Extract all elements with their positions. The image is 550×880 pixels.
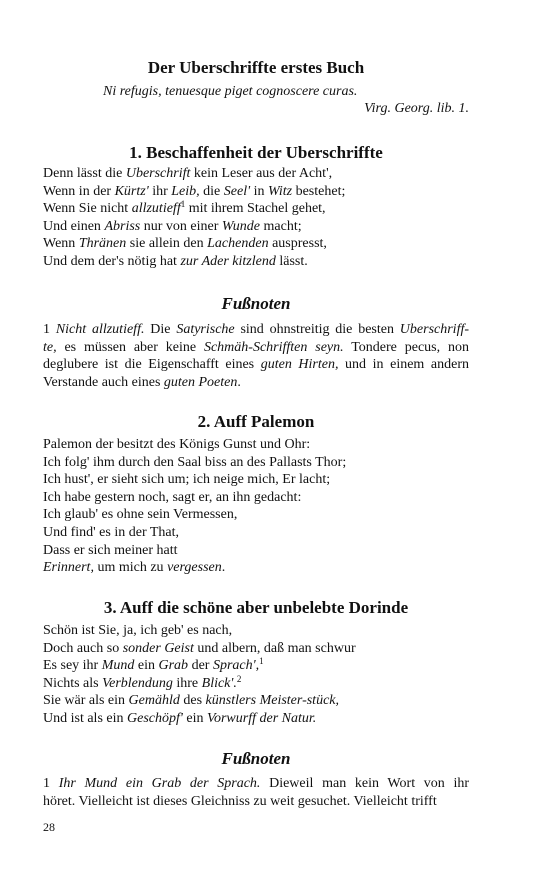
- text-run: vergessen: [167, 560, 222, 576]
- text-line: [43, 793, 469, 811]
- text-line: [43, 506, 469, 524]
- text-run: ein: [134, 658, 159, 674]
- text-line: [43, 489, 469, 507]
- text-run: des: [179, 693, 206, 709]
- poem2-title: 2. Auff Palemon: [197, 412, 315, 431]
- book-title: Der Uberschriffte erstes Buch: [147, 58, 365, 77]
- text-run: sonder Geist: [122, 640, 194, 656]
- text-line: [43, 436, 469, 454]
- text-line: [43, 218, 469, 236]
- text-line: [43, 710, 469, 728]
- text-line: [43, 374, 469, 392]
- text-line: [43, 542, 469, 560]
- text-line: [43, 200, 469, 218]
- text-run: macht;: [260, 218, 302, 234]
- motto-line: Ni refugis, tenuesque piget cognoscere curas.: [103, 84, 358, 99]
- text-line: [43, 339, 469, 357]
- footnotes1-heading: Fußnoten: [221, 294, 291, 313]
- text-run: Witz: [267, 183, 293, 199]
- text-run: und albern, daß man schwur: [193, 640, 356, 656]
- poem3-body: [43, 622, 469, 728]
- text-run: Wenn in der: [43, 183, 115, 199]
- text-run: Ich folg' ihm durch den Saal biss an des Pallasts Thor;: [43, 454, 347, 470]
- text-run: Dieweil man kein Wort von ihr: [260, 776, 470, 791]
- text-run: Nichts als: [43, 675, 103, 691]
- text-run: Palemon der besitzt des Königs Gunst und Ohr:: [43, 437, 311, 452]
- text-run: Denn lässt die: [43, 166, 126, 181]
- text-line: [43, 524, 469, 542]
- page-number: 28: [43, 820, 55, 834]
- text-line: [43, 165, 469, 183]
- text-run: Die: [144, 322, 177, 337]
- text-run: .: [221, 560, 226, 576]
- text-run: die: [199, 183, 224, 199]
- motto-source: Virg. Georg. lib. 1.: [364, 101, 469, 116]
- text-run: sie allein den: [126, 236, 208, 252]
- text-run: Mund: [101, 658, 135, 674]
- footnote-ref: 1: [259, 656, 264, 667]
- footnote-ref: 1: [180, 199, 186, 210]
- text-run: Und find' es in der That,: [43, 524, 180, 540]
- text-run: der: [188, 658, 213, 674]
- text-run: Wunde: [221, 218, 260, 234]
- text-run: höret. Vielleicht ist dieses Gleichniss zu weit gesuchet. Vielleicht trifft: [43, 793, 437, 809]
- text-run: Vorwurff der Natur.: [206, 710, 317, 726]
- text-run: Tondere pecus, non: [343, 339, 469, 355]
- text-run: Und ist als ein: [43, 710, 127, 726]
- text-run: allzutieff: [131, 201, 181, 217]
- text-run: Erinnert,: [43, 560, 94, 576]
- text-run: Leib,: [171, 183, 200, 199]
- poem1-body: [43, 165, 469, 271]
- text-run: Ich glaub' es ohne sein Vermessen,: [43, 507, 238, 523]
- text-run: auspresst,: [268, 236, 327, 252]
- text-run: künstlers Meister-stück,: [205, 693, 339, 709]
- text-line: [43, 321, 469, 339]
- text-run: Verstande auch eines: [43, 374, 164, 390]
- text-line: [43, 692, 469, 710]
- footnotes2-heading: Fußnoten: [221, 749, 291, 768]
- text-run: Schön ist Sie, ja, ich geb' es nach,: [43, 623, 233, 638]
- text-run: mit ihrem Stachel gehet,: [185, 201, 326, 217]
- footnotes2-body: [43, 775, 469, 810]
- text-run: nur von einer: [140, 218, 222, 234]
- text-run: Lachenden: [207, 236, 269, 252]
- text-run: Abriss: [104, 218, 141, 234]
- text-run: guten Hirten,: [260, 357, 339, 373]
- text-run: Kürtz': [114, 183, 149, 199]
- text-run: kein Leser aus der Acht',: [190, 166, 333, 181]
- text-run: Dass er sich meiner hatt: [43, 542, 178, 558]
- text-run: Und dem der's nötig hat: [43, 253, 181, 269]
- text-run: Sie wär als ein: [43, 693, 129, 709]
- text-run: um mich zu: [93, 560, 168, 576]
- text-run: Doch auch so: [43, 640, 123, 656]
- poem1-title: 1. Beschaffenheit der Uberschriffte: [129, 143, 383, 162]
- text-line: [43, 454, 469, 472]
- poem2-body: [43, 436, 469, 577]
- text-line: [43, 235, 469, 253]
- text-run: sind ohnstreitig die besten: [234, 322, 400, 337]
- text-run: Und einen: [43, 218, 105, 234]
- text-run: ihre: [172, 675, 202, 691]
- text-run: lässt.: [275, 253, 308, 269]
- text-run: Blick'.: [201, 675, 237, 691]
- text-run: deglubere ist die Eigenschafft eines: [43, 357, 261, 373]
- text-run: Es sey ihr: [43, 658, 102, 674]
- text-run: Ich habe gestern noch, sagt er, an ihn gedacht:: [43, 489, 302, 505]
- text-run: 1: [43, 776, 59, 791]
- text-line: [43, 471, 469, 489]
- text-run: in: [250, 183, 268, 199]
- text-run: Uberschriff-: [399, 322, 470, 337]
- text-run: Wenn: [43, 236, 79, 252]
- text-run: ein: [182, 710, 207, 726]
- text-line: [43, 640, 469, 658]
- text-run: Nicht allzutieff.: [55, 322, 145, 337]
- text-run: bestehet;: [292, 183, 346, 199]
- poem3-title: 3. Auff die schöne aber unbelebte Dorinde: [103, 598, 409, 617]
- text-line: [43, 675, 469, 693]
- text-run: Verblendung: [102, 675, 173, 691]
- text-line: [43, 657, 469, 675]
- text-run: Uberschrift: [125, 166, 191, 181]
- text-run: ihr: [148, 183, 172, 199]
- text-run: Sprach',: [212, 658, 260, 674]
- text-run: Wenn Sie nicht: [43, 201, 132, 217]
- text-line: [43, 559, 469, 577]
- text-run: es müssen aber keine: [56, 339, 204, 355]
- text-run: Gemähld: [128, 693, 180, 709]
- text-run: .: [237, 374, 241, 390]
- footnotes1-body: [43, 321, 469, 391]
- text-run: guten Poeten: [163, 374, 238, 390]
- text-run: Geschöpf': [127, 710, 183, 726]
- text-line: [43, 253, 469, 271]
- text-run: Schmäh-Schrifften seyn.: [203, 339, 344, 355]
- text-line: [43, 183, 469, 201]
- footnote-ref: 2: [236, 673, 242, 684]
- text-run: te,: [43, 339, 57, 355]
- text-line: [43, 622, 469, 640]
- text-run: Ihr Mund ein Grab der Sprach.: [58, 776, 261, 791]
- text-run: Ich hust', er sieht sich um; ich neige mich, Er lacht;: [43, 472, 331, 488]
- text-run: Thränen: [78, 236, 127, 252]
- text-line: [43, 356, 469, 374]
- text-run: Satyrische: [176, 322, 235, 337]
- text-run: Grab: [158, 658, 189, 674]
- text-run: zur Ader kitzlend: [180, 253, 276, 269]
- text-run: Seel': [223, 183, 251, 199]
- text-run: 1: [43, 322, 56, 337]
- text-line: [43, 775, 469, 793]
- text-run: und in einem andern: [338, 357, 469, 373]
